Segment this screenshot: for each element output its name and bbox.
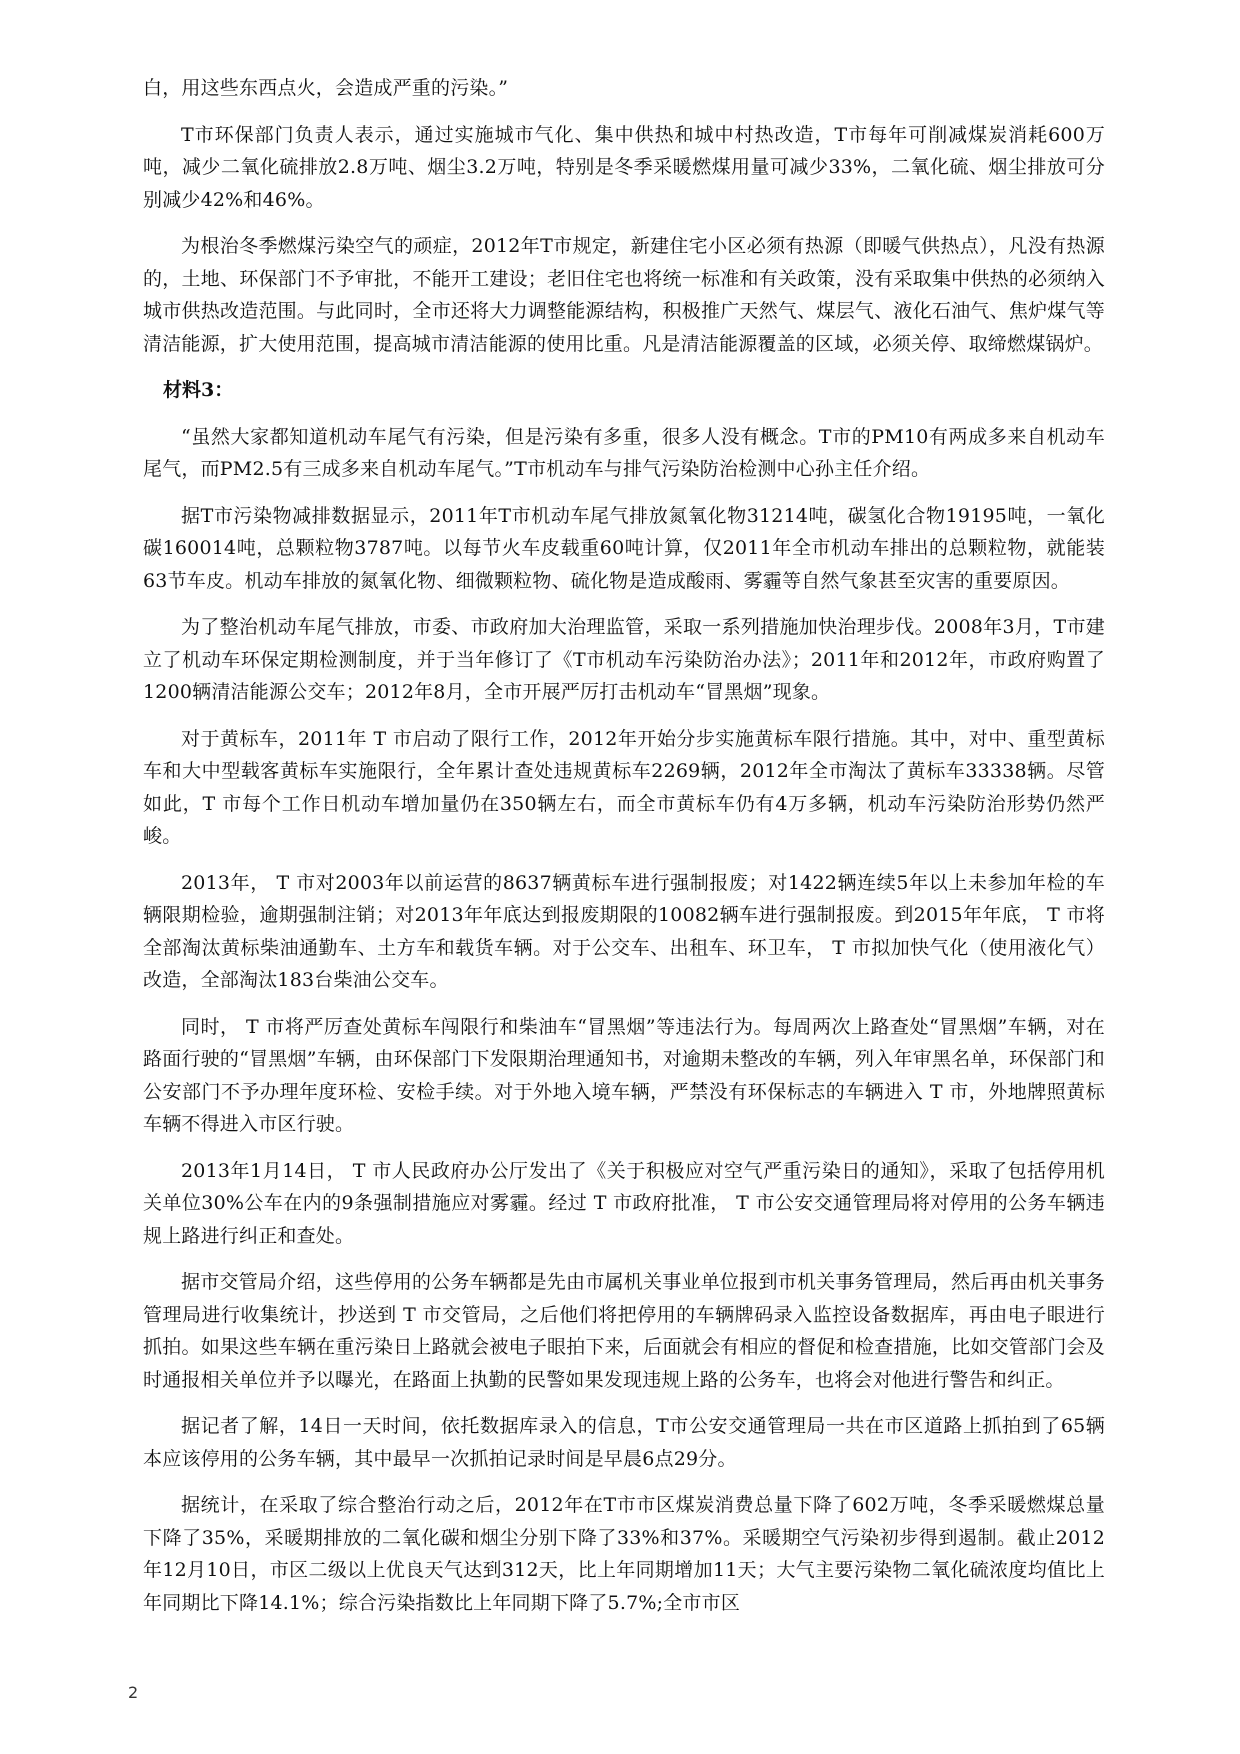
paragraph: 据T市污染物减排数据显示，2011年T市机动车尾气排放氮氧化物31214吨，碳氢化合物19195吨，一氧化碳160014吨，总颗粒物3787吨。以每节火车皮载重60吨计算，仅2011年全市机动车排出的总颗粒物，就能装63节车皮。机动车排放的氮氧化物、细微颗粒物、硫化物是造成酸雨、雾霾等自然气象甚至灾害的重要原因。 (143, 504, 1105, 592)
paragraph: 2013年， T 市对2003年以前运营的8637辆黄标车进行强制报废；对1422辆连续5年以上未参加年检的车辆限期检验，逾期强制注销；对2013年年底达到报废期限的10082辆车进行强制报废。到2015年年底， T 市将全部淘汰黄标柴油通勤车、土方车和载货车辆。对于公交车、出租车、环卫车， T 市拟加快气化（使用液化气）改造，全部淘汰183台柴油公交车。 (143, 871, 1105, 991)
paragraph: 同时， T 市将严厉查处黄标车闯限行和柴油车“冒黑烟”等违法行为。每周两次上路查处“冒黑烟”车辆，对在路面行驶的“冒黑烟”车辆，由环保部门下发限期治理通知书，对逾期未整改的车辆，列入年审黑名单，环保部门和公安部门不予办理年度环检、安检手续。对于外地入境车辆，严禁没有环保标志的车辆进入 T 市，外地牌照黄标车辆不得进入市区行驶。 (143, 1015, 1105, 1135)
paragraph: 据市交管局介绍，这些停用的公务车辆都是先由市属机关事业单位报到市机关事务管理局，然后再由机关事务管理局进行收集统计，抄送到 T 市交管局，之后他们将把停用的车辆牌码录入监控设备数据库，再由电子眼进行抓拍。如果这些车辆在重污染日上路就会被电子眼拍下来，后面就会有相应的督促和检查措施，比如交管部门会及时通报相关单位并予以曝光，在路面上执勤的民警如果发现违规上路的公务车，也将会对他进行警告和纠正。 (143, 1271, 1105, 1391)
paragraph: 据统计，在采取了综合整治行动之后，2012年在T市市区煤炭消费总量下降了602万吨，冬季采暖燃煤总量下降了35%，采暖期排放的二氧化碳和烟尘分别下降了33%和37%。采暖期空气污染初步得到遏制。截止2012年12月10日，市区二级以上优良天气达到312天，比上年同期增加11天；大气主要污染物二氧化硫浓度均值比上年同期比下降14.1%；综合污染指数比上年同期下降了5.7%;全市市区 (143, 1494, 1105, 1614)
paragraph: 2013年1月14日， T 市人民政府办公厅发出了《关于积极应对空气严重污染日的通知》，采取了包括停用机关单位30%公车在内的9条强制措施应对雾霾。经过 T 市政府批准， T 市公安交通管理局将对停用的公务车辆违规上路进行纠正和查处。 (143, 1159, 1105, 1247)
section-heading: 材料3： (163, 379, 234, 401)
paragraph: 对于黄标车，2011年 T 市启动了限行工作，2012年开始分步实施黄标车限行措施。其中，对中、重型黄标车和大中型载客黄标车实施限行，全年累计查处违规黄标车2269辆，2012年全市淘汰了黄标车33338辆。尽管如此，T 市每个工作日机动车增加量仍在350辆左右，而全市黄标车仍有4万多辆，机动车污染防治形势仍然严峻。 (143, 727, 1105, 847)
paragraph: “虽然大家都知道机动车尾气有污染，但是污染有多重，很多人没有概念。T市的PM10有两成多来自机动车尾气，而PM2.5有三成多来自机动车尾气。”T市机动车与排气污染防治检测中心孙主任介绍。 (143, 425, 1105, 480)
paragraph: 为根治冬季燃煤污染空气的顽症，2012年T市规定，新建住宅小区必须有热源（即暖气供热点），凡没有热源的，土地、环保部门不予审批，不能开工建设；老旧住宅也将统一标准和有关政策，没有采取集中供热的必须纳入城市供热改造范围。与此同时，全市还将大力调整能源结构，积极推广天然气、煤层气、液化石油气、焦炉煤气等清洁能源，扩大使用范围，提高城市清洁能源的使用比重。凡是清洁能源覆盖的区域，必须关停、取缔燃煤锅炉。 (143, 235, 1105, 355)
paragraph: 为了整治机动车尾气排放，市委、市政府加大治理监管，采取一系列措施加快治理步伐。2008年3月，T市建立了机动车环保定期检测制度，并于当年修订了《T市机动车污染防治办法》；2011年和2012年，市政府购置了1200辆清洁能源公交车；2012年8月，全市开展严厉打击机动车“冒黑烟”现象。 (143, 616, 1105, 703)
document-page (143, 72, 1105, 1633)
page-number: 2 (128, 1683, 139, 1702)
paragraph-continuation: 白，用这些东西点火，会造成严重的污染。” (143, 77, 509, 99)
paragraph: T市环保部门负责人表示，通过实施城市气化、集中供热和城中村热改造，T市每年可削减煤炭消耗600万吨，减少二氧化硫排放2.8万吨、烟尘3.2万吨，特别是冬季采暖燃煤用量可减少33%，二氧化硫、烟尘排放可分别减少42%和46%。 (143, 123, 1105, 211)
paragraph: 据记者了解，14日一天时间，依托数据库录入的信息，T市公安交通管理局一共在市区道路上抓拍到了65辆本应该停用的公务车辆，其中最早一次抓拍记录时间是早晨6点29分。 (143, 1415, 1105, 1470)
